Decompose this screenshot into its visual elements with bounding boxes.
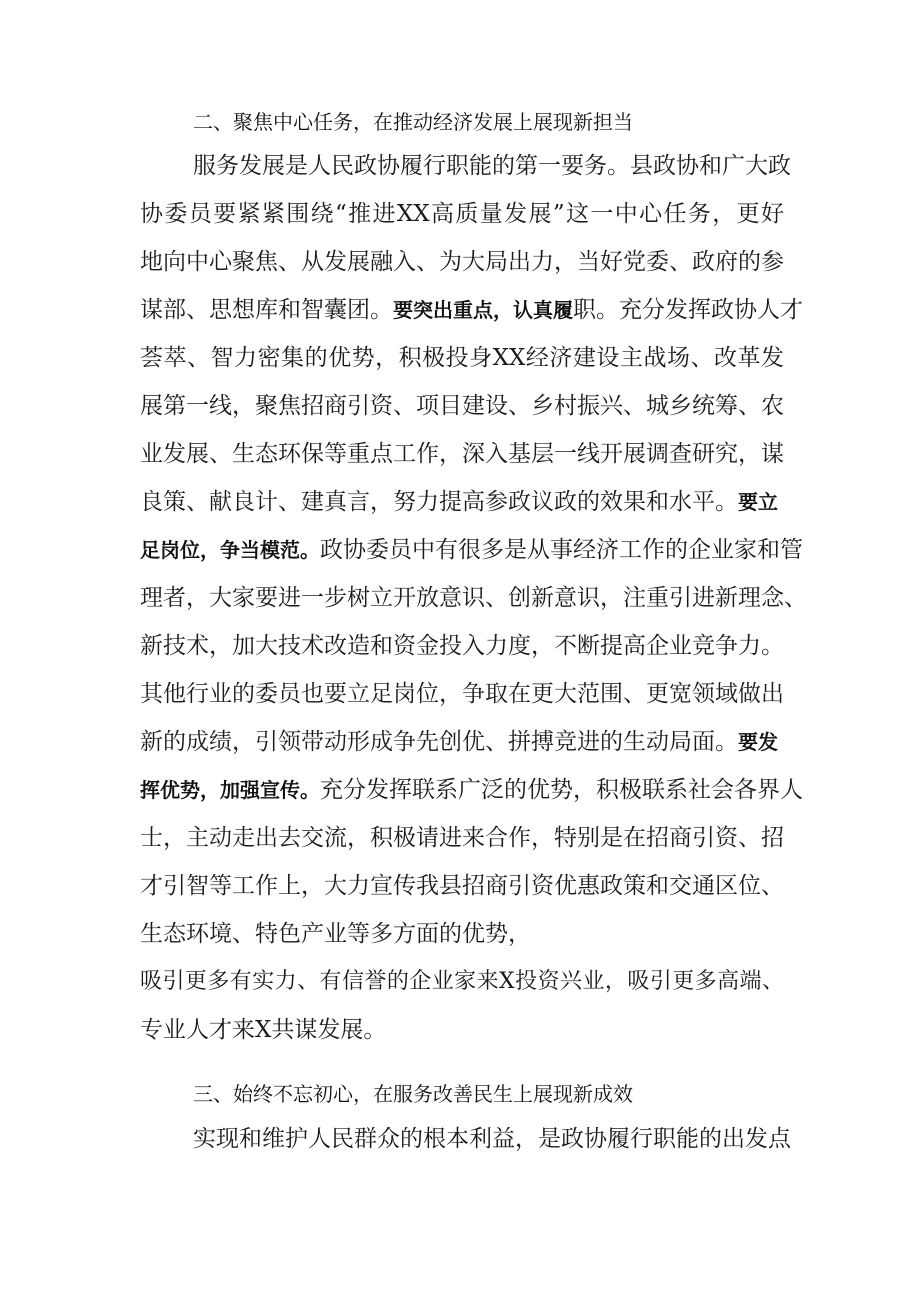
paragraph-line: 协委员要紧紧围绕“推进XX高质量发展”这一中心任务，更好 xyxy=(140,201,784,227)
paragraph-line xyxy=(140,535,803,565)
paragraph-line: 士，主动走出去交流，积极请进来合作，特别是在招商引资、招 xyxy=(140,825,784,851)
paragraph-line: 专业人才来X共谋发展。 xyxy=(140,1017,387,1043)
paragraph-line: 才引智等工作上，大力宣传我县招商引资优惠政策和交通区位、 xyxy=(140,873,784,899)
paragraph-line: 展第一线，聚焦招商引资、项目建设、乡村振兴、城乡统筹、农 xyxy=(140,393,784,419)
paragraph-line xyxy=(140,487,784,517)
paragraph-line: 荟萃、智力密集的优势，积极投身XX经济建设主战场、改革发 xyxy=(140,345,784,371)
paragraph-line xyxy=(140,295,803,325)
section-heading: 三、始终不忘初心，在服务改善民生上展现新成效 xyxy=(193,1082,633,1106)
emphasis-text: 要立 xyxy=(738,490,778,514)
paragraph-text: 谋部、思想库和智囊团。 xyxy=(140,297,393,323)
paragraph-line: 新技术，加大技术改造和资金投入力度，不断提高企业竞争力。 xyxy=(140,633,784,659)
emphasis-text: 挥优势，加强宣传。 xyxy=(140,778,320,802)
paragraph-line: 地向中心聚焦、从发展融入、为大局出力，当好党委、政府的参 xyxy=(140,249,784,275)
paragraph-line: 业发展、生态环保等重点工作，深入基层一线开展调查研究，谋 xyxy=(140,441,784,467)
emphasis-text: 要突出重点，认真履 xyxy=(393,298,573,322)
emphasis-text: 要发 xyxy=(738,730,778,754)
paragraph-text: 良策、献良计、建真言，努力提高参政议政的效果和水平。 xyxy=(140,489,738,515)
paragraph-text: 职。充分发挥政协人才 xyxy=(573,297,803,323)
paragraph-line xyxy=(140,775,803,805)
paragraph-text: 政协委员中有很多是从事经济工作的企业家和管 xyxy=(320,537,803,563)
paragraph-line: 服务发展是人民政协履行职能的第一要务。县政协和广大政 xyxy=(193,153,791,179)
paragraph-text: 新的成绩，引领带动形成争先创优、拼搏竞进的生动局面。 xyxy=(140,729,738,755)
paragraph-line: 理者，大家要进一步树立开放意识、创新意识，注重引进新理念、 xyxy=(140,585,807,611)
paragraph-line: 吸引更多有实力、有信誉的企业家来X投资兴业，吸引更多高端、 xyxy=(140,969,784,994)
paragraph-text: 充分发挥联系广泛的优势，积极联系社会各界人 xyxy=(320,777,803,803)
paragraph-line: 生态环境、特色产业等多方面的优势， xyxy=(140,921,531,947)
section-heading: 二、聚焦中心任务，在推动经济发展上展现新担当 xyxy=(193,110,633,134)
paragraph-line: 其他行业的委员也要立足岗位，争取在更大范围、更宽领域做出 xyxy=(140,681,784,707)
paragraph-line: 实现和维护人民群众的根本利益，是政协履行职能的出发点 xyxy=(193,1126,791,1152)
emphasis-text: 足岗位，争当模范。 xyxy=(140,538,320,562)
paragraph-line xyxy=(140,727,784,757)
